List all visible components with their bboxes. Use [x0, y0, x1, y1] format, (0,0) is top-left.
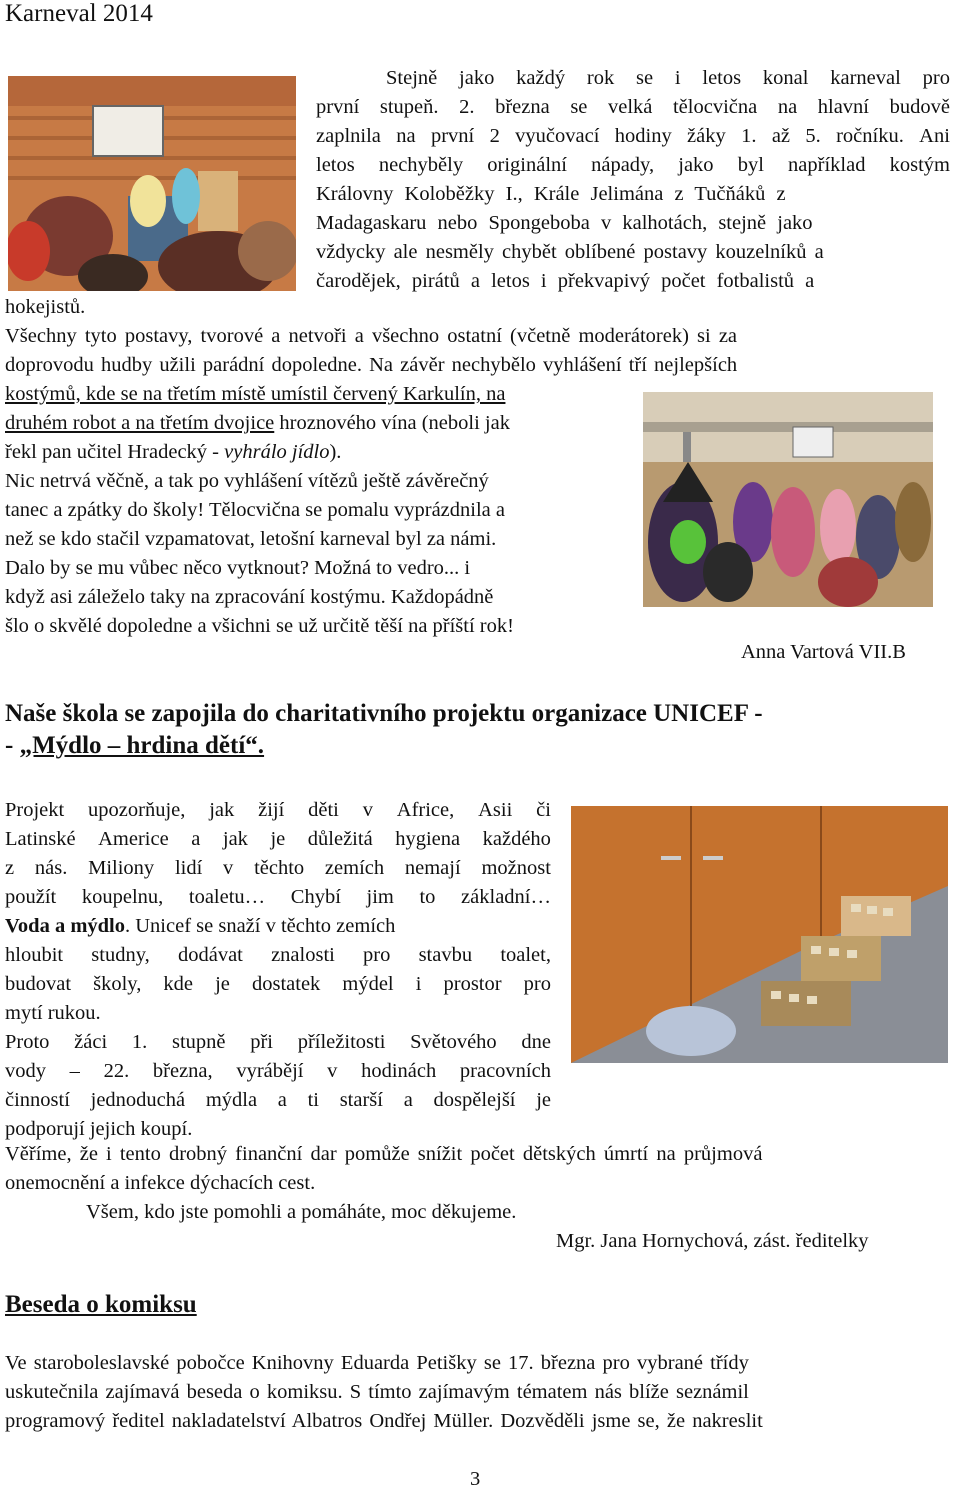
article2-text-line: Projekt upozorňuje, jak žijí děti v Africe, Asii či	[5, 799, 551, 821]
article2-text-line: použít koupelnu, toaletu… Chybí jim to základní…	[5, 886, 551, 908]
article3-text-line: Ve staroboleslavské pobočce Knihovny Eduarda Petišky se 17. března pro vybrané třídy	[5, 1352, 749, 1374]
article3-title: Beseda o komiksu	[5, 1291, 197, 1318]
article1-text-line	[5, 409, 510, 438]
water-soap-rest: . Unicef se snaží v těchto zemích	[125, 915, 396, 937]
article2-title: Naše škola se zapojila do charitativního projektu organizace UNICEF -	[5, 700, 763, 727]
carnival-gym-crowd-photo	[643, 392, 933, 607]
article2-author: Mgr. Jana Hornychová, zást. ředitelky	[556, 1230, 869, 1252]
winners-underlined: druhém robot a na třetím dvojice	[5, 412, 275, 434]
article2-text-line: podporují jejich koupí.	[5, 1118, 193, 1140]
article1-intro-line: čarodějek, pirátů a letos i překvapivý počet fotbalistů a	[316, 270, 815, 292]
article2-text-line: činností jednoduchá mýdla a ti starší a dospělejší je	[5, 1089, 551, 1111]
teacher-quote-end: ).	[329, 441, 342, 463]
soap-boxes-photo	[571, 806, 948, 1063]
article2-text-line: vody – 22. března, vyrábějí v hodinách pracovních	[5, 1060, 551, 1082]
article1-text-line: doprovodu hudby užili parádní dopoledne. Na závěr nechybělo vyhlášení tří nejlepších	[5, 354, 738, 376]
winners-rest: hroznového vína (neboli jak	[274, 412, 510, 434]
teacher-quote-start: řekl pan učitel Hradecký -	[5, 441, 225, 463]
article2-text-line: hloubit studny, dodávat znalosti pro stavbu toalet,	[5, 944, 551, 966]
article2-thanks: Všem, kdo jste pomohli a pomáháte, moc děkujeme.	[86, 1201, 517, 1223]
article1-text-line: tanec a zpátky do školy! Tělocvična se pomalu vyprázdnila a	[5, 499, 505, 521]
article1-text-line: Dalo by se mu vůbec něco vytknout? Možná to vedro... i	[5, 557, 471, 579]
article1-text-line: Nic netrvá věčně, a tak po vyhlášení vítězů ještě závěrečný	[5, 470, 489, 492]
article1-intro-line: zaplnila na první 2 vyučovací hodiny žáky 1. až 5. ročníku. Ani	[316, 125, 950, 147]
article2-subtitle	[5, 731, 264, 761]
article1-author: Anna Vartová VII.B	[741, 641, 906, 663]
article1-intro-line: první stupeň. 2. března se velká tělocvična na hlavní budově	[316, 96, 950, 118]
article3-text-line: uskutečnila zajímavá beseda o komiksu. S tímto zajímavým tématem nás blíže seznámil	[5, 1381, 749, 1403]
title-dash: -	[5, 732, 20, 759]
carnival-stage-photo	[8, 76, 296, 291]
article2-text-line: Latinské Americe a jak je důležitá hygiena každého	[5, 828, 551, 850]
water-soap-bold: Voda a mýdlo	[5, 915, 125, 937]
article1-intro-line: letos nechyběly originální nápady, jako byl například kostým	[316, 154, 950, 176]
article1-intro-line: Královny Koloběžky I., Krále Jelimána z Tučňáků z	[316, 183, 786, 205]
article1-text-line: Všechny tyto postavy, tvorové a netvoři a všechno ostatní (včetně moderátorek) si za	[5, 325, 738, 347]
page-header-title: Karneval 2014	[5, 0, 153, 27]
article2-text-line: Věříme, že i tento drobný finanční dar pomůže snížit počet dětských úmrtí na průjmová	[5, 1143, 763, 1165]
article1-text-line: když asi záleželo taky na zpracování kostýmu. Každopádně	[5, 586, 494, 608]
article1-text-line	[5, 438, 341, 467]
article1-intro-line: Stejně jako každý rok se i letos konal karneval pro	[386, 67, 950, 89]
article2-text-line: Proto žáci 1. stupně při příležitosti Světového dne	[5, 1031, 551, 1053]
article2-text-line: budovat školy, kde je dostatek mýdel i prostor pro	[5, 973, 551, 995]
page-number: 3	[470, 1468, 481, 1490]
article2-text-line: onemocnění a infekce dýchacích cest.	[5, 1172, 316, 1194]
article2-text-line: mytí rukou.	[5, 1002, 101, 1024]
article1-text-line: šlo o skvělé dopoledne a všichni se už určitě těší na příští rok!	[5, 615, 514, 637]
article1-intro-line: Madagaskaru nebo Spongeboba v kalhotách, stejně jako	[316, 212, 813, 234]
teacher-quote-italic: vyhrálo jídlo	[224, 441, 330, 463]
article2-text-line: z nás. Miliony lidí v těchto zemích nemají možnost	[5, 857, 551, 879]
title-quote: „Mýdlo – hrdina dětí“.	[19, 732, 265, 759]
article1-intro-line: vždycky ale nesměly chybět oblíbené postavy kouzelníků a	[316, 241, 824, 263]
article1-text-line: než se kdo stačil vzpamatovat, letošní karneval byl za námi.	[5, 528, 497, 550]
article2-text-line	[5, 912, 551, 941]
article1-text-line: hokejistů.	[5, 296, 86, 318]
article1-text-line: kostýmů, kde se na třetím místě umístil červený Karkulín, na	[5, 383, 506, 405]
article3-text-line: programový ředitel nakladatelství Albatros Ondřej Müller. Dozvěděli jsme se, že nakreslit	[5, 1410, 763, 1432]
